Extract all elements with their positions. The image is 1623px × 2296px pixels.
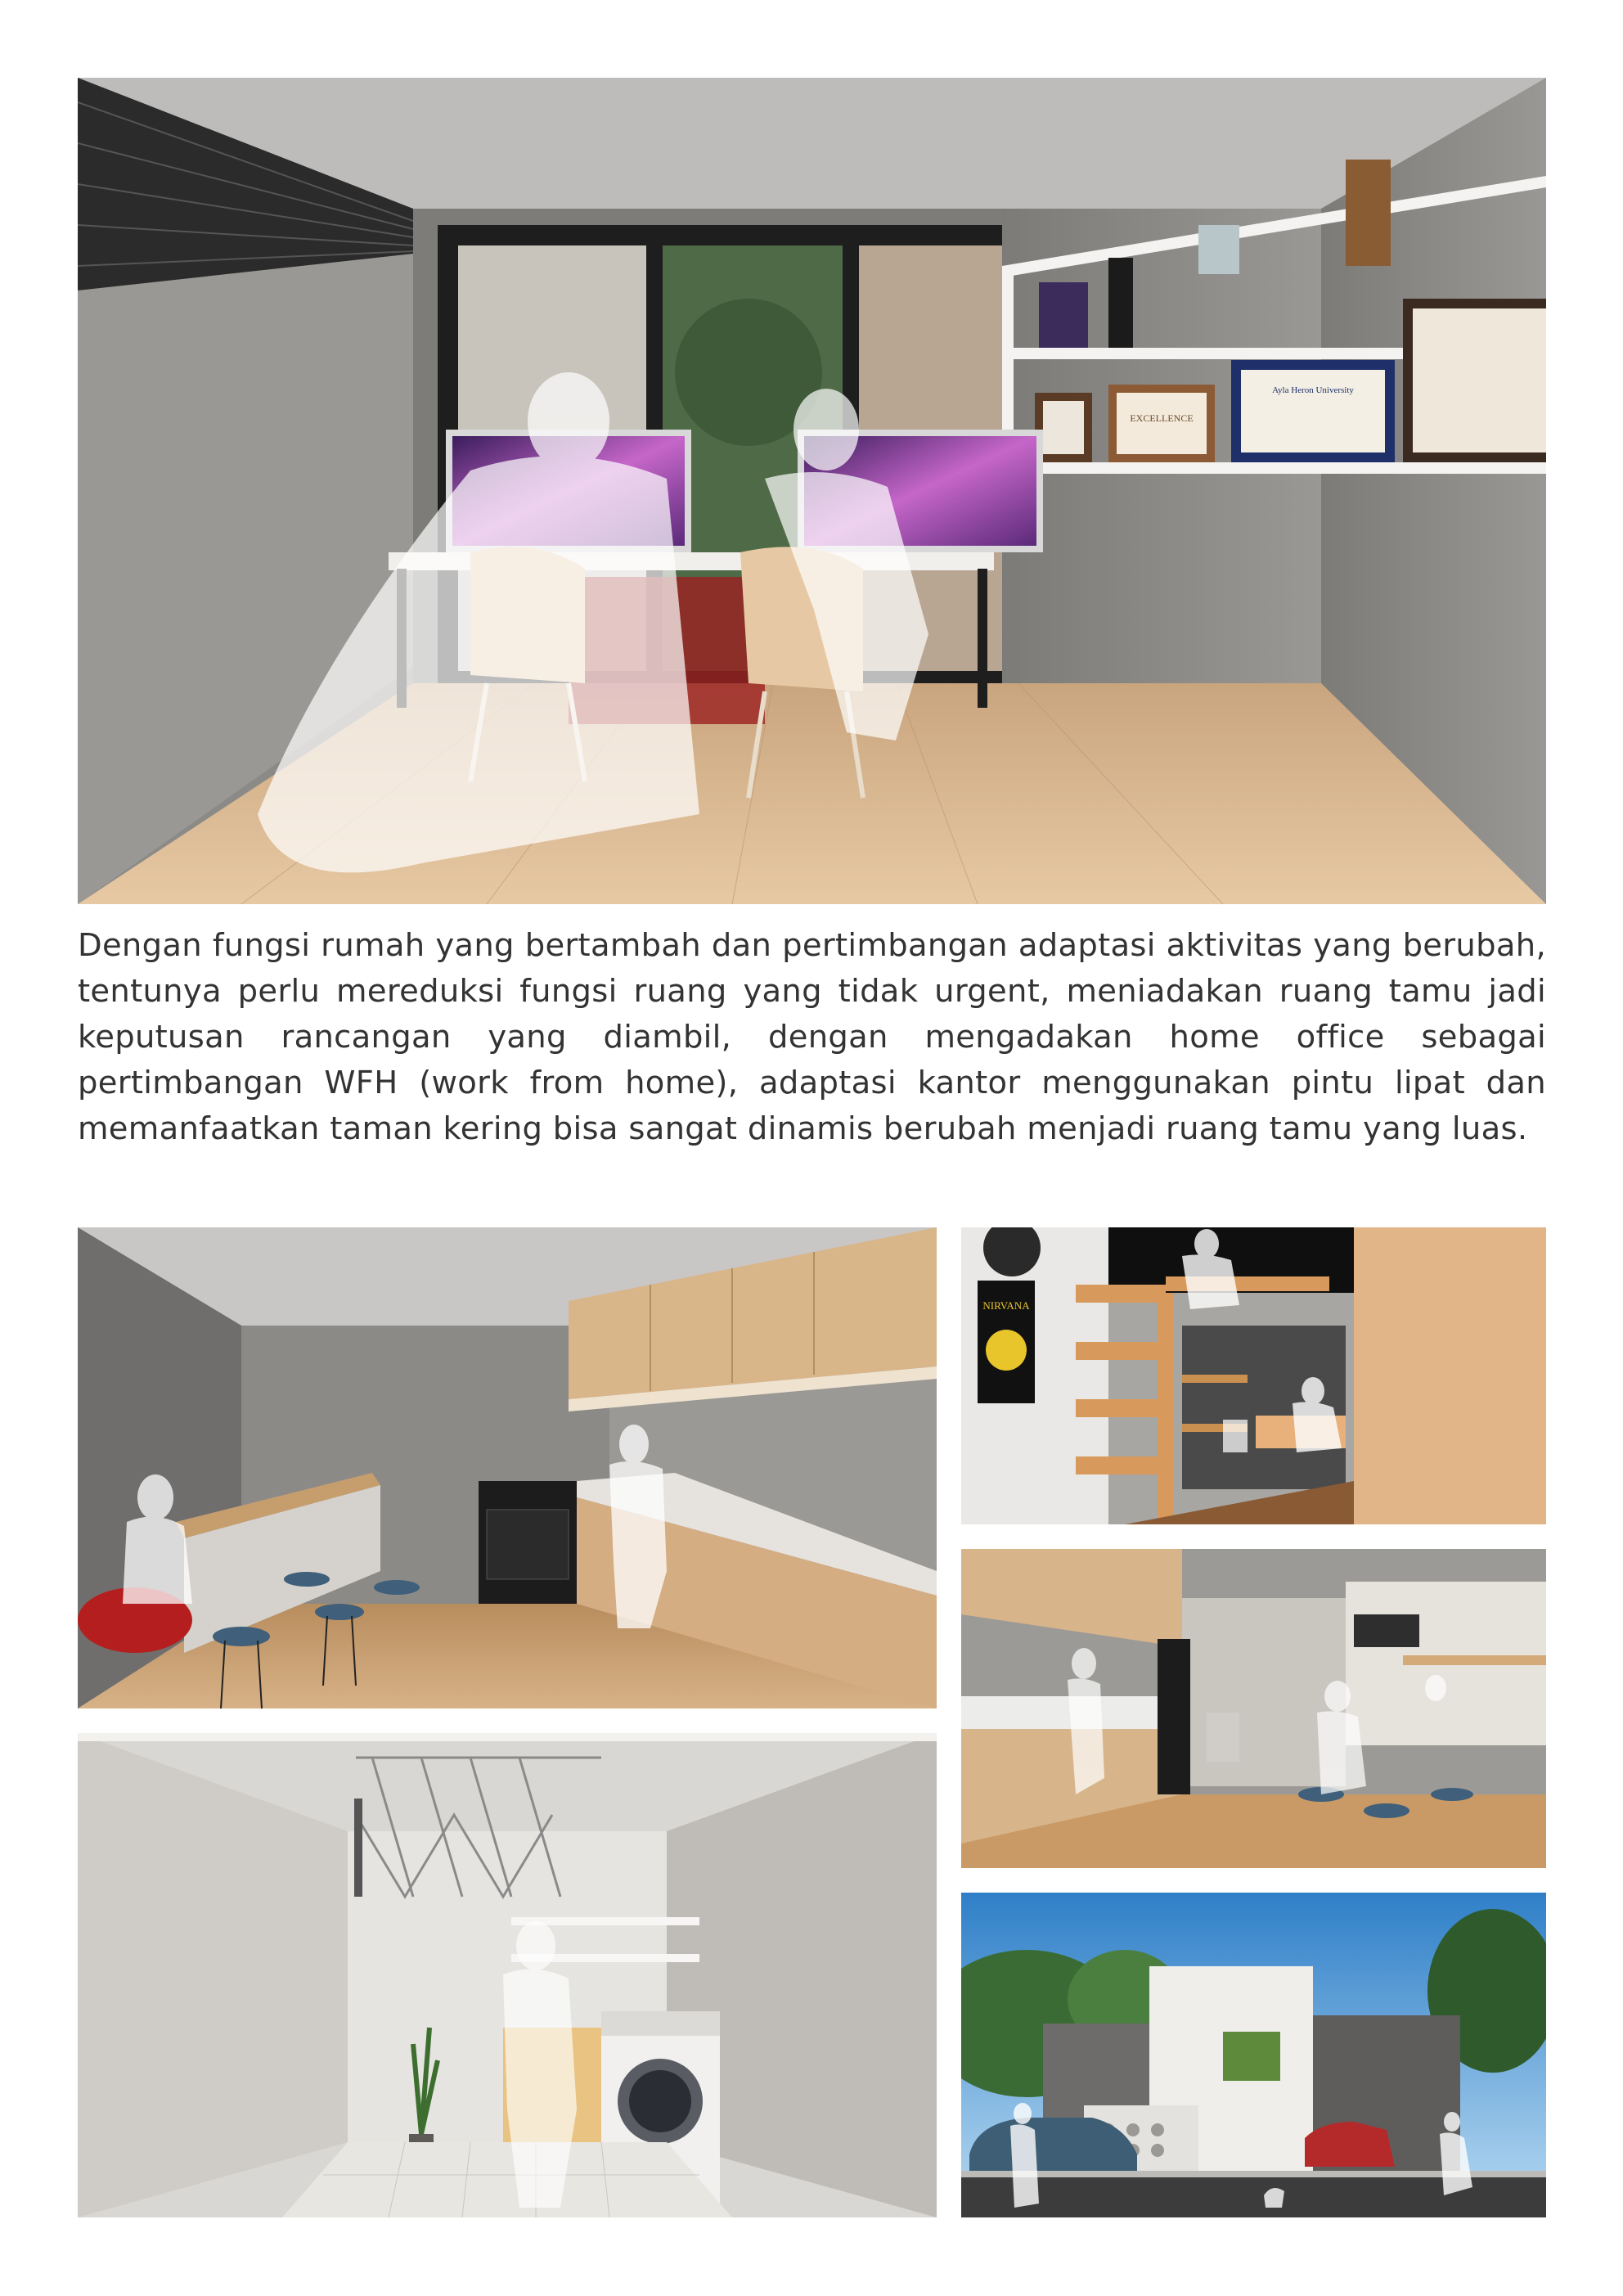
certificate-university: Ayla Heron University bbox=[1272, 385, 1354, 395]
kitchen-render bbox=[78, 1227, 937, 1708]
nirvana-poster-text: NIRVANA bbox=[982, 1299, 1030, 1312]
exterior-facade-render bbox=[961, 1893, 1546, 2217]
certificate-excellence: EXCELLENCE bbox=[1130, 412, 1194, 424]
living-area-render bbox=[961, 1549, 1546, 1868]
home-office-render bbox=[78, 78, 1546, 904]
loft-bedroom-render bbox=[961, 1227, 1546, 1524]
laundry-render bbox=[78, 1733, 937, 2217]
description-paragraph: Dengan fungsi rumah yang bertambah dan pertimbangan adaptasi aktivitas yang berubah, tentunya perlu mereduksi fungsi ruang yang tidak urgent, meniadakan ruang tamu jadi keputusan rancangan yang diambil, dengan mengadakan home office sebagai pertimbangan WFH (work from home), adaptasi kantor menggunakan pintu lipat dan memanfaatkan taman kering bisa sangat dinamis berubah menjadi ruang tamu yang luas. bbox=[78, 927, 1546, 1147]
